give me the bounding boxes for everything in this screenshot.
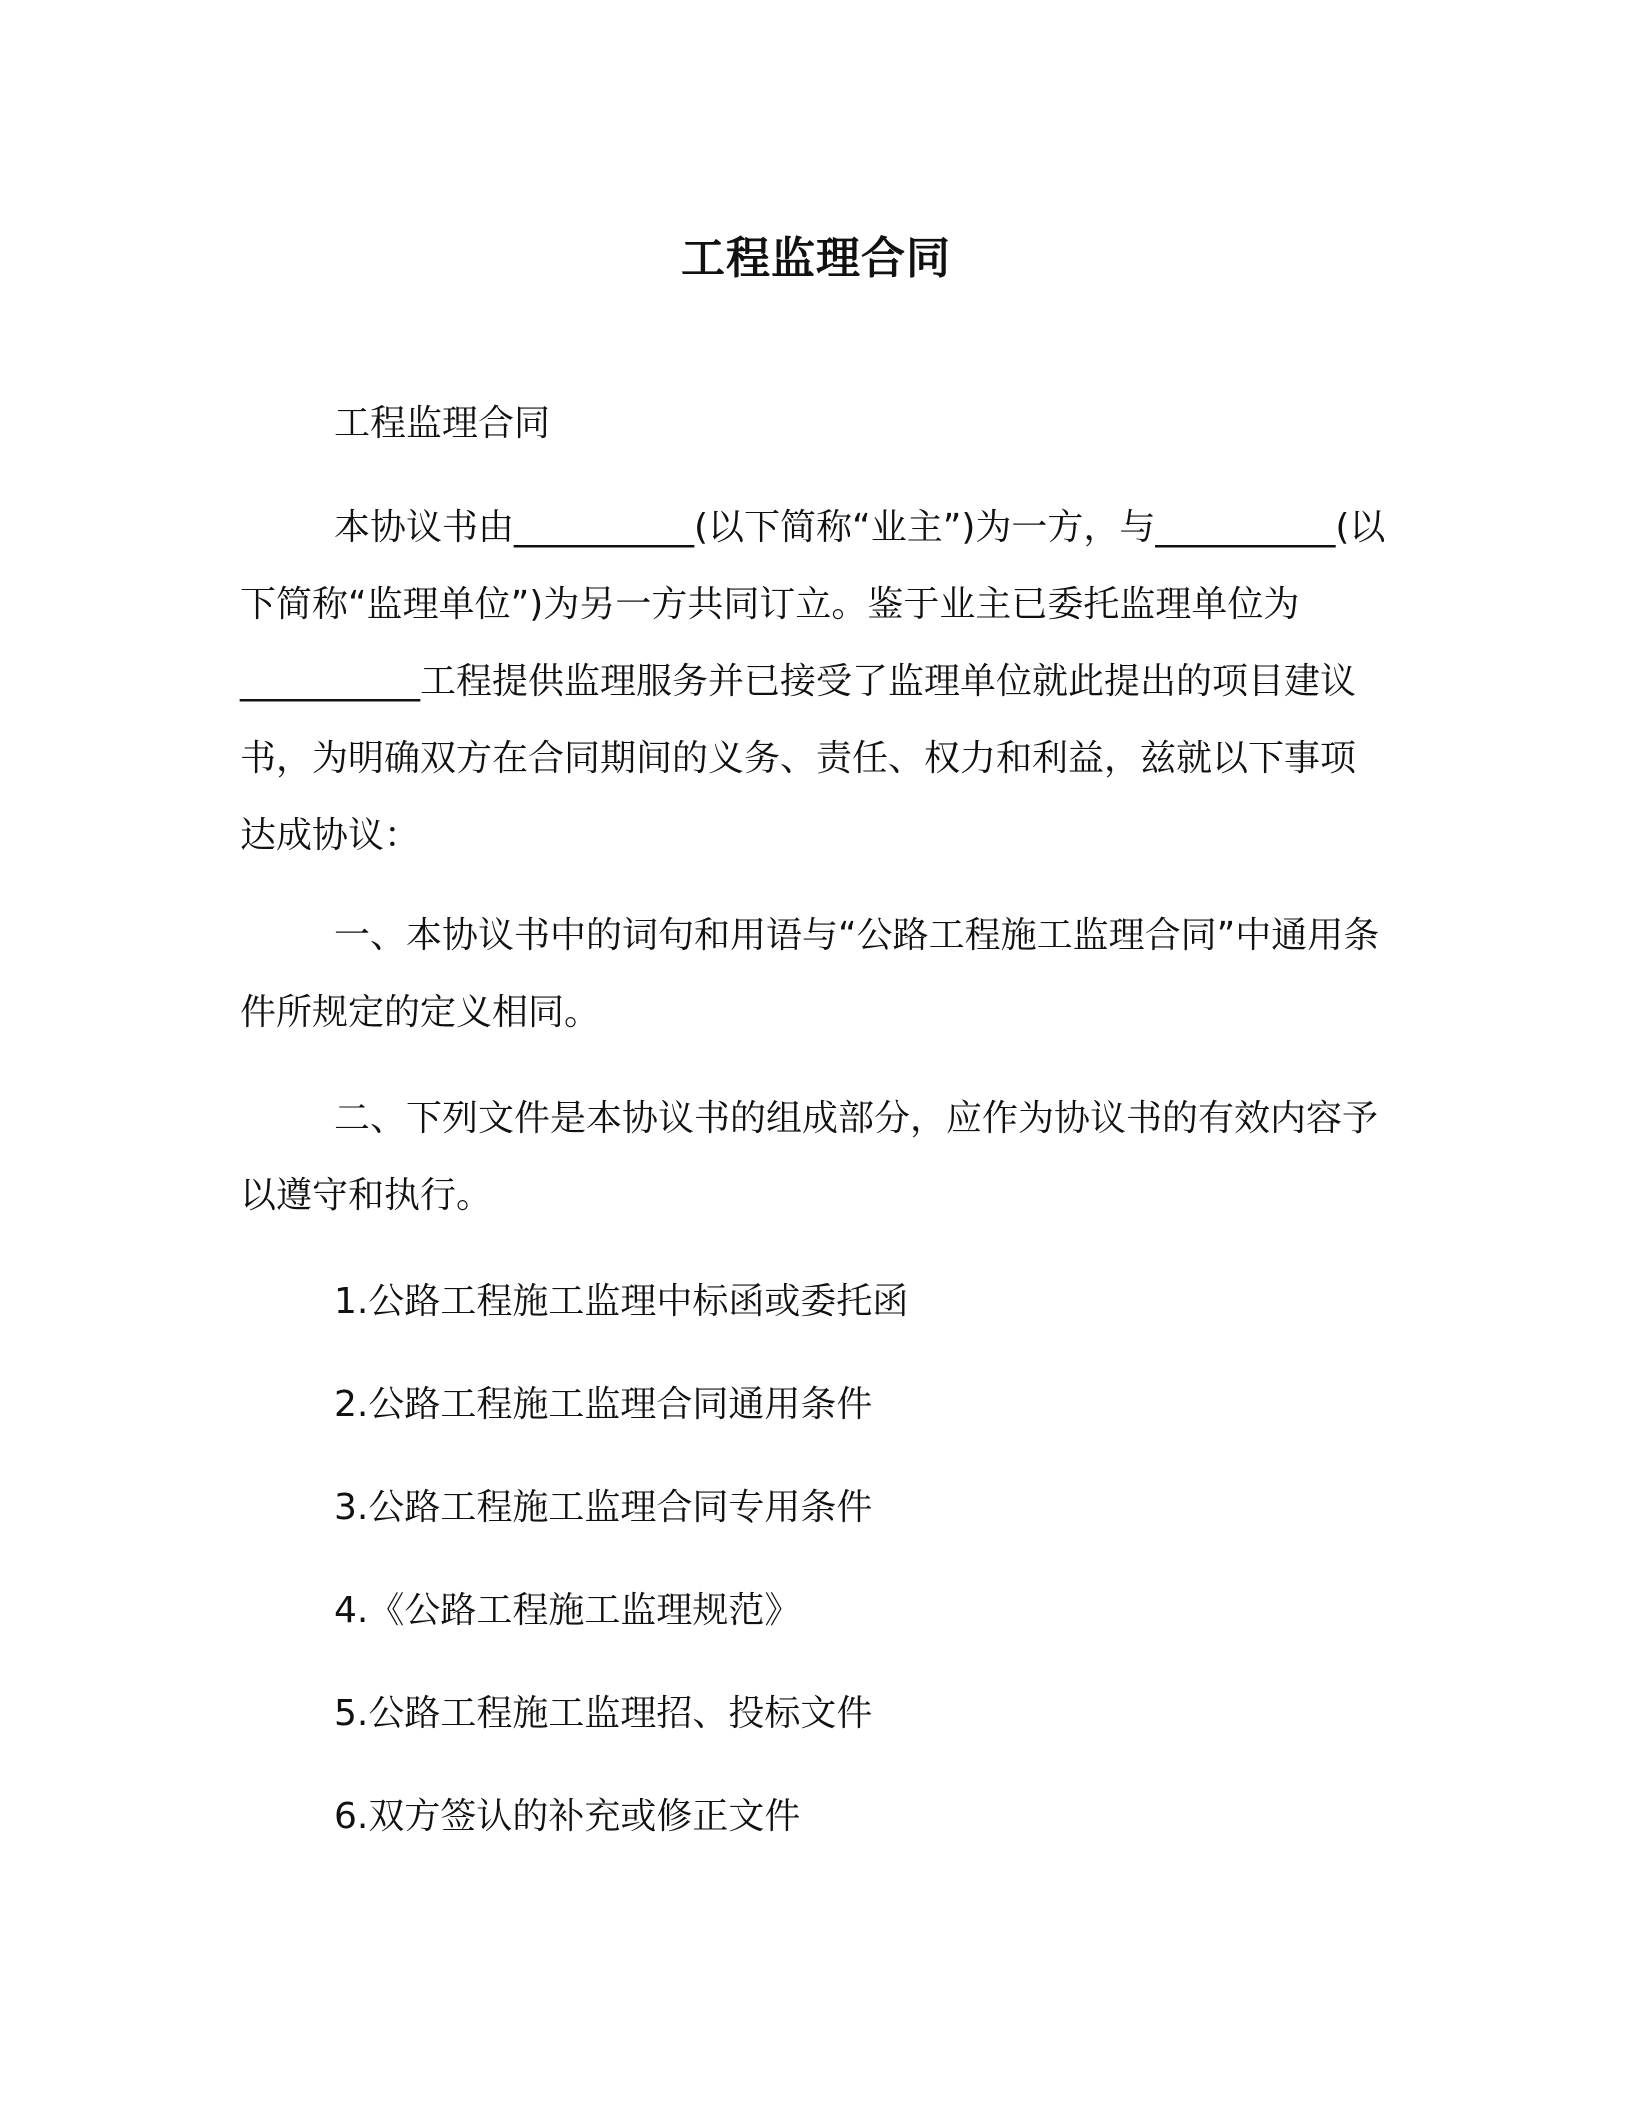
clause-two-paragraph: 二、下列文件是本协议书的组成部分，应作为协议书的有效内容予以遵守和执行。 <box>240 1098 1379 1216</box>
intro-paragraph: 本协议书由__________(以下简称“业主”)为一方，与__________(以下简称“监理单位”)为另一方共同订立。鉴于业主已委托监理单位为__________工程提供监理服务并已接受了监理单位就此提出的项目建议书，为明确双方在合同期间的义务、责任、权力和利益，兹就以下事项达成协议： <box>240 507 1386 856</box>
list-item: 4.《公路工程施工监理规范》 <box>334 1590 801 1631</box>
list-item: 1.公路工程施工监理中标函或委托函 <box>334 1281 909 1322</box>
document-subtitle: 工程监理合同 <box>334 403 551 444</box>
list-item: 2.公路工程施工监理合同通用条件 <box>334 1384 873 1425</box>
list-item: 6.双方签认的补充或修正文件 <box>334 1796 801 1837</box>
list-item: 5.公路工程施工监理招、投标文件 <box>334 1693 873 1734</box>
document-title: 工程监理合同 <box>681 233 951 284</box>
list-item: 3.公路工程施工监理合同专用条件 <box>334 1487 873 1528</box>
clause-one-paragraph: 一、本协议书中的词句和用语与“公路工程施工监理合同”中通用条件所规定的定义相同。 <box>240 915 1380 1033</box>
